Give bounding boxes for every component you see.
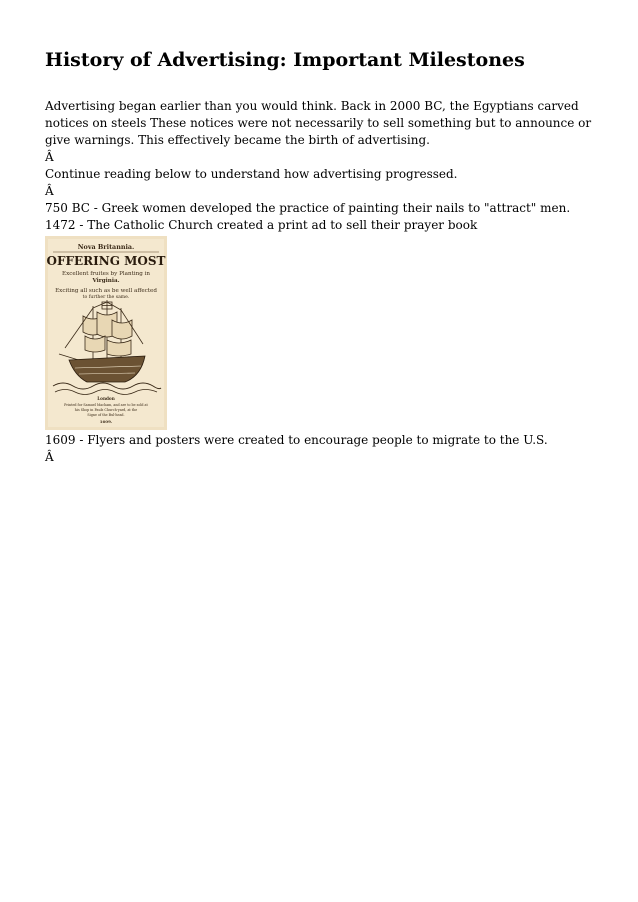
ad-line-3: Excellent fruites by Planting in <box>62 271 150 277</box>
continue-paragraph: Continue reading below to understand how advertising progressed. <box>45 167 458 181</box>
milestone-1472: 1472 - The Catholic Church created a print ad to sell their prayer book <box>45 218 478 232</box>
ad-line-10: Signe of the Bul-head. <box>87 413 125 417</box>
ad-line-7: London <box>97 396 115 401</box>
page-title: History of Advertising: Important Milestones <box>45 49 525 71</box>
milestone-750bc: 750 BC - Greek women developed the practice of painting their nails to "attract" men. <box>45 201 571 215</box>
ad-line-9: his Shop in Pauls Church-yard, at the <box>74 408 138 412</box>
ad-line-4: Virginia. <box>92 278 120 284</box>
ad-line-5: Exciting all such as be well affected <box>55 288 157 294</box>
spacer-line: Â <box>45 150 54 164</box>
article <box>45 48 605 466</box>
intro-paragraph: Advertising began earlier than you would think. Back in 2000 BC, the Egyptians carved notices on steels These notices were not necessarily to sell something but to announce or give warnings. This effectively became the birth of advertising. <box>45 99 592 147</box>
spacer-line: Â <box>45 450 54 464</box>
spacer-line: Â <box>45 184 54 198</box>
ad-line-1: Nova Britannia. <box>77 243 135 251</box>
milestone-1609: 1609 - Flyers and posters were created to encourage people to migrate to the U.S. <box>45 433 548 447</box>
ad-line-6: to further the same. <box>82 295 130 300</box>
ad-line-2: OFFERING MOST <box>46 254 166 268</box>
ad-line-8: Printed for Samuel Macham, and are to be sold at <box>64 403 148 407</box>
ad-line-11: 1609. <box>99 419 113 424</box>
nova-britannia-ad-image <box>45 236 167 430</box>
